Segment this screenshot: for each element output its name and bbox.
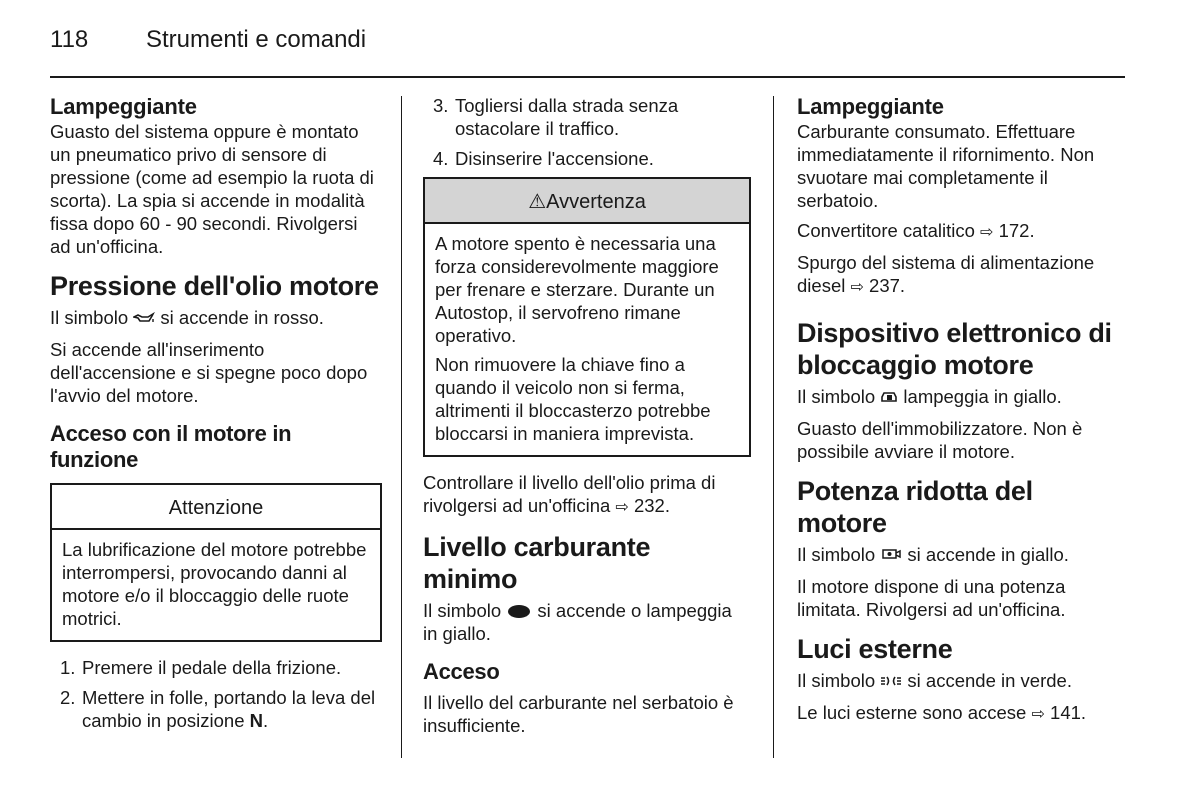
text: Controllare il livello dell'olio prima di rivolgersi ad un'officina [423,472,716,516]
step-tail: . [263,710,269,731]
avvertenza-box [423,177,751,457]
column-2 [423,94,751,744]
paragraph-guasto: Guasto dell'immobilizzatore. Non è possibile avviare il motore. [797,418,1083,462]
text-pre: Il simbolo [50,307,129,328]
column-1 [50,94,382,739]
attenzione-text: La lubrificazione del motore potrebbe interrompersi, provocando danni al motore e/o il bloccaggio delle ruote motrici. [62,539,367,629]
column-divider-1 [401,96,402,758]
paragraph-oil-symbol [50,306,382,331]
text-pre: Il simbolo [423,600,502,621]
step-number: 4. [433,148,449,169]
paragraph-lampeggiante: Guasto del sistema oppure è montato un pneumatico privo di sensore di pressione (come ad esempio la ruota di scorta). La spia si accende in modalità fissa dopo 60 - 90 secondi. Rivolgersi ad un'officina. [50,121,374,257]
heading-livello-carburante: Livello carburante minimo [423,532,651,594]
page-header [50,26,366,54]
exterior-lights-icon [880,671,902,694]
page-ref[interactable]: 232. [633,495,670,516]
list-item [50,686,382,732]
step-number: 3. [433,95,449,116]
paragraph-convertitore [797,219,1127,244]
column-3 [797,94,1127,733]
page-ref-arrow-icon: ⇨ [615,499,629,516]
paragraph-lampeggiante: Carburante consumato. Effettuare immediatamente il rifornimento. Non svuotare mai completamente il serbatoio. [797,121,1095,211]
list-item [50,656,382,679]
attenzione-title: Attenzione [52,485,380,530]
warning-triangle-icon: ⚠ [528,191,547,213]
step-text: Disinserire l'accensione. [455,148,654,169]
oil-can-icon [133,308,155,331]
page-ref-arrow-icon: ⇨ [980,224,994,241]
paragraph-potenza: Il motore dispone di una potenza limitata. Rivolgersi ad un'officina. [797,576,1066,620]
text-post: si accende o lampeggia in giallo. [423,600,732,644]
page-ref[interactable]: 237. [869,275,906,296]
paragraph-luci [797,701,1127,726]
heading-lampeggiante: Lampeggiante [797,94,944,119]
page-ref-arrow-icon: ⇨ [1031,706,1045,723]
list-item [423,94,751,140]
text-post: si accende in verde. [907,670,1072,691]
text-post: si accende in rosso. [160,307,324,328]
header-rule [50,76,1125,78]
section-title: Strumenti e comandi [146,26,367,53]
paragraph-acceso: Il livello del carburante nel serbatoio è insufficiente. [423,692,734,736]
page-ref-arrow-icon: ⇨ [850,279,864,296]
paragraph-fuel-symbol [423,599,751,645]
paragraph-lights-symbol [797,669,1127,694]
text: Spurgo del sistema di alimentazione diesel [797,252,1095,296]
paragraph-controllare [423,471,751,519]
text-pre: Il simbolo [797,386,876,407]
page-ref[interactable]: 172. [998,220,1035,241]
text-pre: Il simbolo [797,544,876,565]
heading-acceso: Acceso [423,659,500,684]
page-number: 118 [50,26,89,53]
heading-dispositivo: Dispositivo elettronico di bloccaggio motore [797,318,1112,380]
step-number: 2. [60,687,76,708]
paragraph-power-symbol [797,543,1127,568]
avvertenza-title: Avvertenza [546,191,646,213]
reduced-power-icon [880,545,902,568]
column-divider-2 [773,96,774,758]
text-post: lampeggia in giallo. [903,386,1062,407]
list-item [423,147,751,170]
paragraph-spurgo [797,251,1127,299]
heading-lampeggiante: Lampeggiante [50,94,197,119]
text-pre: Il simbolo [797,670,876,691]
step-text: Premere il pedale della frizione. [82,657,342,678]
heading-acceso-funzione: Acceso con il motore in funzione [50,421,292,472]
avvertenza-header [425,179,749,224]
fuel-indicator-icon [508,605,530,618]
paragraph-immobilizer-symbol [797,385,1127,410]
step-number: 1. [60,657,76,678]
page-ref[interactable]: 141. [1050,702,1087,723]
step-text: Togliersi dalla strada senza ostacolare il traffico. [455,95,679,139]
immobilizer-icon [880,387,898,410]
text-post: si accende in giallo. [907,544,1069,565]
text: Convertitore catalitico [797,220,975,241]
text: Le luci esterne sono accese [797,702,1027,723]
heading-potenza: Potenza ridotta del motore [797,476,1033,538]
steps-list-2 [423,94,751,170]
avvertenza-text-2: Non rimuovere la chiave fino a quando il veicolo non si ferma, altrimenti il bloccasterzo potrebbe bloccarsi in maniera imprevista. [435,354,711,444]
steps-list-1 [50,656,382,732]
heading-pressione-olio: Pressione dell'olio motore [50,271,379,301]
paragraph-accende: Si accende all'inserimento dell'accensione e si spegne poco dopo l'avvio del motore. [50,339,368,406]
attenzione-box [50,483,382,642]
step-text: Mettere in folle, portando la leva del cambio in posizione [82,687,376,731]
gear-position: N [249,710,263,731]
heading-luci-esterne: Luci esterne [797,634,953,664]
avvertenza-text-1: A motore spento è necessaria una forza considerevolmente maggiore per frenare e sterzare. Durante un Autostop, il servofreno rimane operativo. [435,233,719,346]
